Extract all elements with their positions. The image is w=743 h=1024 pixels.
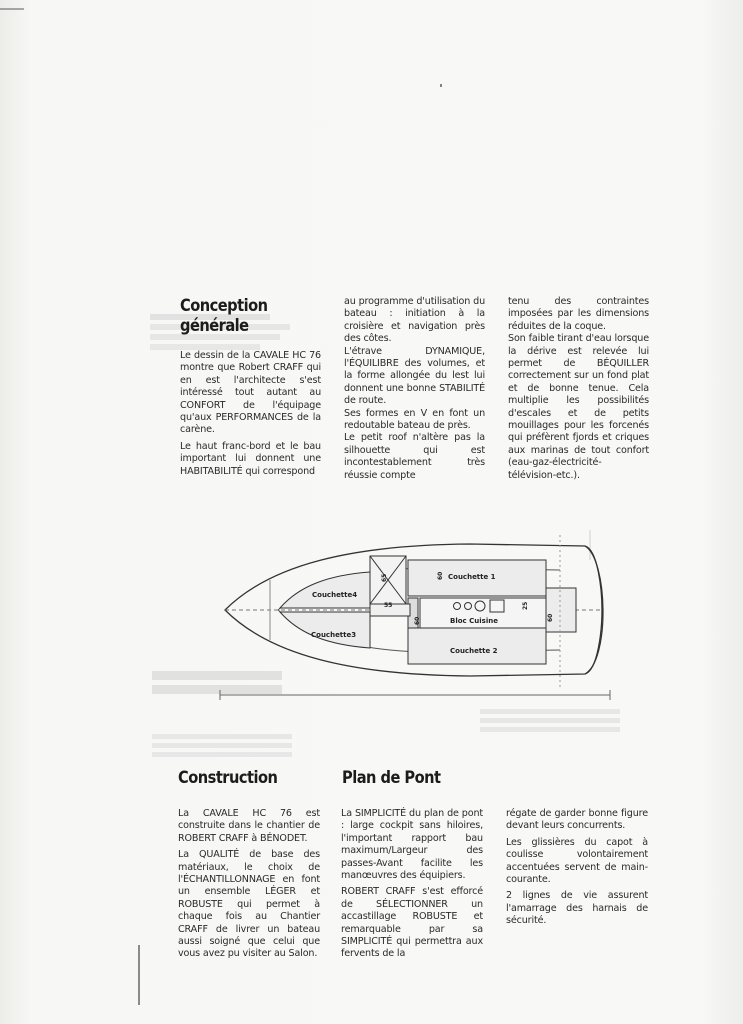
couchette-3-label: Couchette3 bbox=[311, 631, 357, 639]
dimension-label: 60 bbox=[547, 613, 554, 622]
paragraph: La QUALITÉ de base des matériaux, le choix de l'ÉCHANTILLONNAGE en font un ensemble LÉGER et ROBUSTE qui permet à chaque fois au Chantier CRAFF de livrer un bateau aussi soigné que celui que vous avez pu visiter au Salon. bbox=[178, 849, 320, 960]
couchette-1-label: Couchette 1 bbox=[448, 573, 496, 581]
text-column bbox=[344, 296, 485, 482]
paragraph: au programme d'utilisation du bateau : initiation à la croisière et navigation près des côtes. bbox=[344, 296, 485, 345]
paragraph: Ses formes en V en font un redoutable bateau de près. bbox=[344, 407, 485, 432]
couchette-3-berth bbox=[280, 612, 370, 648]
paragraph: tenu des contraintes imposées par les dimensions réduites de la coque. bbox=[508, 296, 649, 332]
paragraph: Le dessin de la CAVALE HC 76 montre que Robert CRAFF qui en est l'architecte s'est intéressé tout autant au CONFORT de l'équipage qu'aux PERFORMANCES de la carène. bbox=[180, 350, 321, 436]
couchette-2-label: Couchette 2 bbox=[450, 647, 498, 655]
couchette-4-berth bbox=[280, 572, 370, 608]
galley-label: Bloc Cuisine bbox=[450, 617, 498, 625]
title-line: Conception bbox=[180, 296, 268, 316]
section-title-construction: Construction bbox=[178, 768, 278, 788]
title-line: générale bbox=[180, 316, 249, 336]
text-column bbox=[506, 808, 648, 928]
text-column bbox=[508, 296, 649, 482]
scan-mark bbox=[0, 8, 24, 10]
paragraph: régate de garder bonne figure devant leurs concurrents. bbox=[506, 808, 648, 832]
paragraph: Le petit roof n'altère pas la silhouette qui est incontestablement très réussie compte bbox=[344, 432, 485, 481]
text-column bbox=[341, 808, 483, 961]
dimension-label: 65 bbox=[381, 573, 388, 582]
dimension-label: 25 bbox=[522, 601, 529, 610]
dimension-label: 60 bbox=[437, 571, 444, 580]
paragraph: Le haut franc-bord et le bau important lui donnent une HABITABILITÉ qui correspond bbox=[180, 440, 321, 477]
scan-mark bbox=[440, 84, 442, 87]
scan-mark bbox=[138, 945, 140, 1005]
dimension-label: 55 bbox=[384, 602, 393, 609]
paragraph: L'étrave DYNAMIQUE, l'ÉQUILIBRE des volumes, et la forme allongée du lest lui donnent une bonne STABILITÉ de route. bbox=[344, 345, 485, 407]
text-column bbox=[180, 350, 321, 478]
cockpit-bench bbox=[546, 588, 576, 632]
couchette-4-label: Couchette4 bbox=[312, 591, 358, 599]
bleed-through-text bbox=[480, 705, 630, 765]
section-title-plan-de-pont: Plan de Pont bbox=[342, 768, 441, 788]
text-column bbox=[178, 808, 320, 961]
dimension-label: 60 bbox=[414, 616, 421, 625]
boat-layout-diagram bbox=[210, 530, 630, 700]
couchette-2-berth bbox=[408, 628, 546, 664]
paragraph: 2 lignes de vie assurent l'amarrage des harnais de sécurité. bbox=[506, 890, 648, 927]
paragraph: Les glissières du capot à coulisse volontairement accentuées servent de main-courante. bbox=[506, 836, 648, 886]
paragraph: Son faible tirant d'eau lorsque la dérive est relevée lui permet de BÉQUILLER correctement sur un fond plat et de bonne tenue. Cela multiplie les possibilités d'escales et de petits mouillages pour les forcenés qui préfèrent fjords et criques aux marinas de tout confort (eau-gaz-électricité-télévision-etc.). bbox=[508, 333, 649, 481]
section-title-conception bbox=[180, 296, 283, 336]
paragraph: ROBERT CRAFF s'est efforcé de SÉLECTIONNER un accastillage ROBUSTE et remarquable par sa SIMPLICITÉ qui permettra aux fervents de la bbox=[341, 886, 483, 960]
paragraph: La SIMPLICITÉ du plan de pont : large cockpit sans hiloires, l'important rapport bau maximum/Largeur des passes-Avant facilite les manœuvres des équipiers. bbox=[341, 808, 483, 882]
paragraph: La CAVALE HC 76 est construite dans le chantier de ROBERT CRAFF à BÉNODET. bbox=[178, 808, 320, 844]
